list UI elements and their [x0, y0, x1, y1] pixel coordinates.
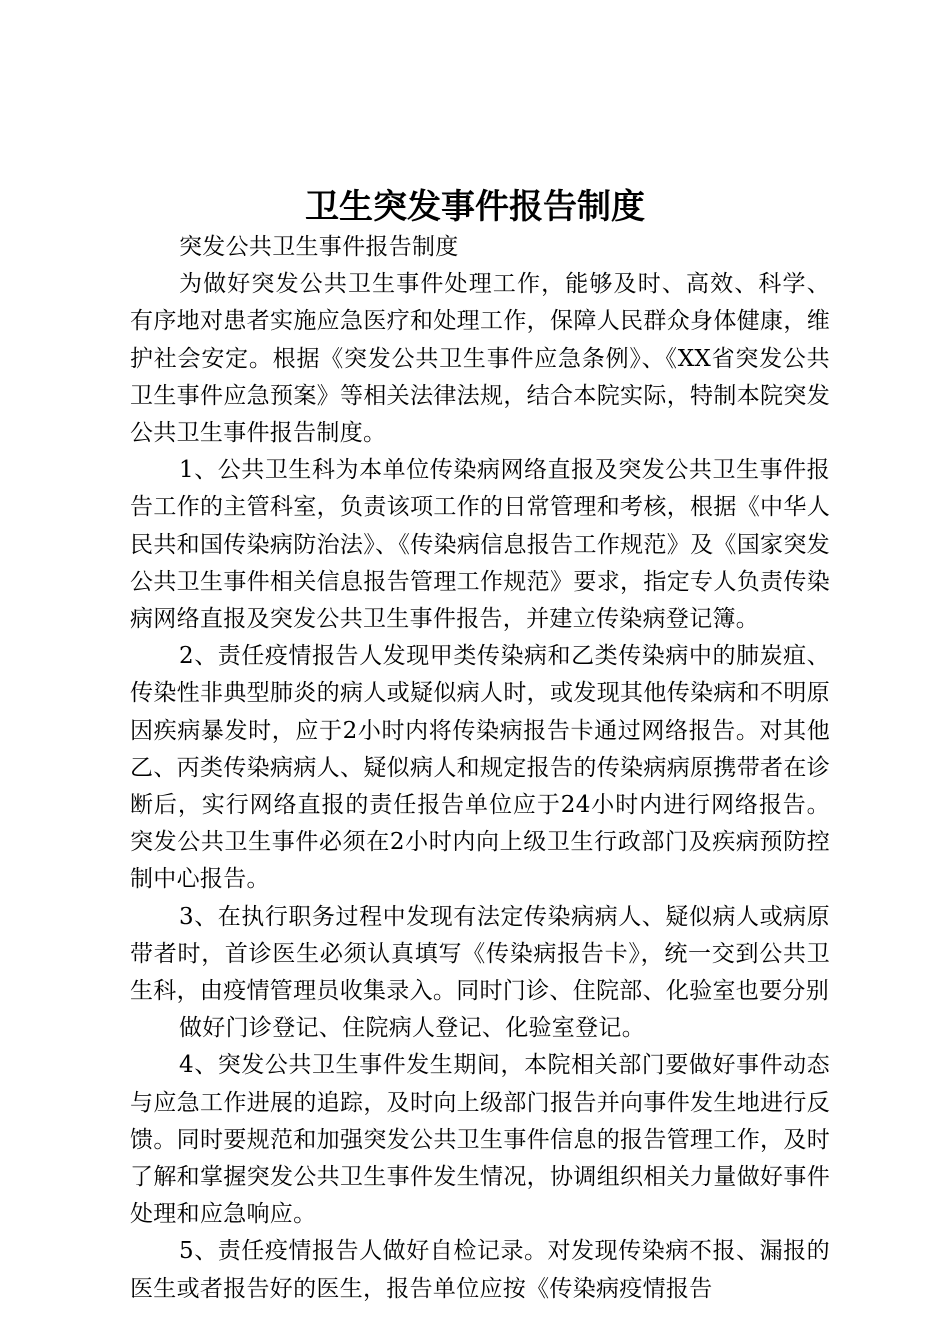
paragraph-item-3-continued: 做好门诊登记、住院病人登记、化验室登记。 — [179, 1015, 645, 1042]
paragraph-item-2: 2、责任疫情报告人发现甲类传染病和乙类传染病中的肺炭疽、传染性非典型肺炎的病人或疑似病人时，或发现其他传染病和不明原因疾病暴发时，应于2小时内将传染病报告卡通过网络报告。对其他乙、丙类传染病病人、疑似病人和规定报告的传染病病原携带者在诊断后，实行网络直报的责任报告单位应于24小时内进行网络报告。突发公共卫生事件必须在2小时内向上级卫生行政部门及疾病预防控制中心报告。 — [130, 643, 830, 893]
paragraph-subtitle: 突发公共卫生事件报告制度 — [179, 234, 459, 260]
document-body — [130, 229, 830, 1308]
paragraph-intro: 为做好突发公共卫生事件处理工作，能够及时、高效、科学、有序地对患者实施应急医疗和处理工作，保障人民群众身体健康，维护社会安定。根据《突发公共卫生事件应急条例》、《XX省突发公共卫生事件应急预案》等相关法律法规，结合本院实际，特制本院突发公共卫生事件报告制度。 — [130, 271, 830, 447]
paragraph-item-5: 5、责任疫情报告人做好自检记录。对发现传染病不报、漏报的医生或者报告好的医生，报告单位应按《传染病疫情报告 — [130, 1238, 830, 1302]
document-title: 卫生突发事件报告制度 — [305, 187, 645, 227]
paragraph-item-3: 3、在执行职务过程中发现有法定传染病病人、疑似病人或病原带者时，首诊医生必须认真填写《传染病报告卡》，统一交到公共卫生科，由疫情管理员收集录入。同时门诊、住院部、化验室也要分别 — [130, 903, 830, 1005]
paragraph-item-4: 4、突发公共卫生事件发生期间，本院相关部门要做好事件动态与应急工作进展的追踪，及时向上级部门报告并向事件发生地进行反馈。同时要规范和加强突发公共卫生事件信息的报告管理工作，及时了解和掌握突发公共卫生事件发生情况，协调组织相关力量做好事件处理和应急响应。 — [130, 1052, 830, 1228]
paragraph-item-1: 1、公共卫生科为本单位传染病网络直报及突发公共卫生事件报告工作的主管科室，负责该项工作的日常管理和考核，根据《中华人民共和国传染病防治法》、《传染病信息报告工作规范》及《国家突发公共卫生事件相关信息报告管理工作规范》要求，指定专人负责传染病网络直报及突发公共卫生事件报告，并建立传染病登记簿。 — [130, 457, 830, 633]
